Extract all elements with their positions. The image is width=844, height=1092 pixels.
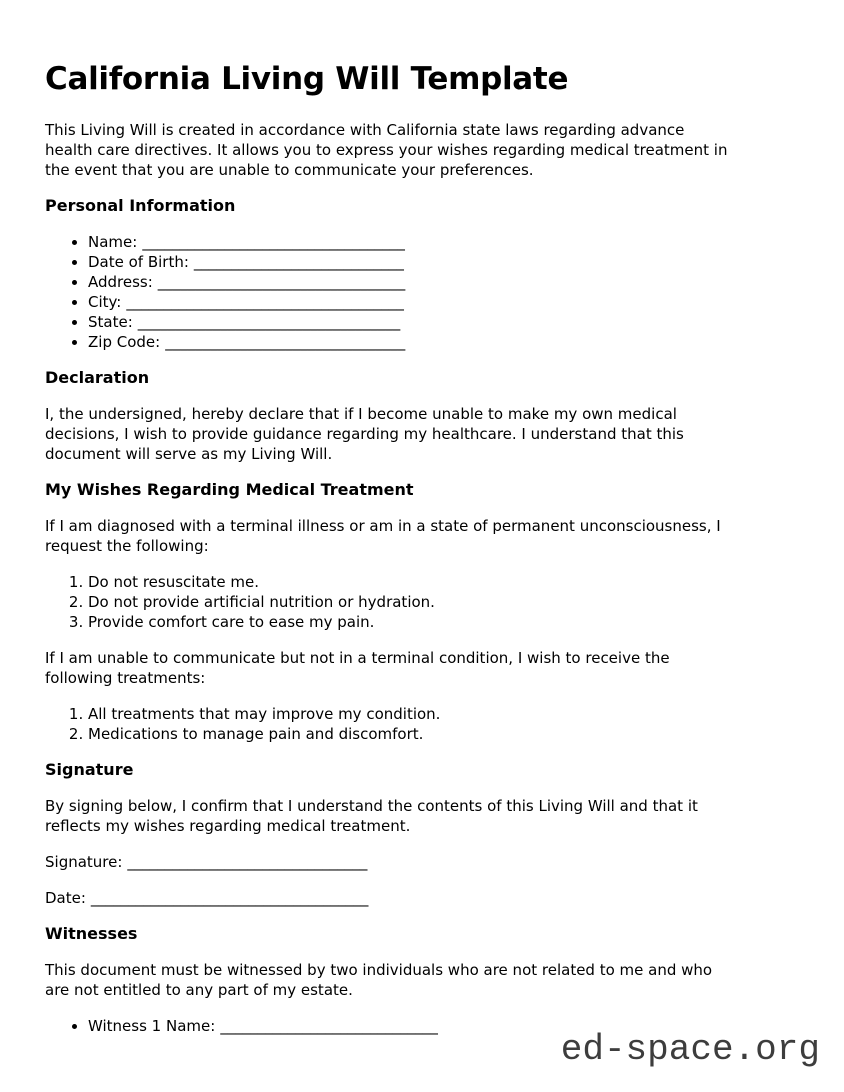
field-name <box>88 232 801 252</box>
section-heading-signature: Signature <box>45 760 134 779</box>
list-item: 2. Do not provide artificial nutrition or hydration. <box>88 592 801 612</box>
blank-line: ___________________________________ <box>137 313 401 331</box>
field-label: Witness 1 Name: <box>88 1017 216 1035</box>
field-label: Date of Birth: <box>88 253 189 271</box>
paragraph-line: By signing below, I confirm that I understand the contents of this Living Will and that it <box>45 797 698 815</box>
paragraph-line: reflects my wishes regarding medical treatment. <box>45 817 411 835</box>
field-label: Zip Code: <box>88 333 161 351</box>
date-field <box>45 888 801 908</box>
field-label: Signature: <box>45 853 123 871</box>
watermark: ed-space.org <box>560 1029 820 1070</box>
intro-paragraph <box>45 120 801 180</box>
field-label: Date: <box>45 889 86 907</box>
declaration-paragraph <box>45 404 801 464</box>
field-label: Address: <box>88 273 153 291</box>
field-date-of-birth <box>88 252 801 272</box>
signature-field <box>45 852 801 872</box>
blank-line: ________________________________ <box>165 333 406 351</box>
field-state <box>88 312 801 332</box>
paragraph-line: I, the undersigned, hereby declare that if I become unable to make my own medical <box>45 405 677 423</box>
paragraph-line: the event that you are unable to communicate your preferences. <box>45 161 534 179</box>
list-item: 3. Provide comfort care to ease my pain. <box>88 612 801 632</box>
blank-line: ________________________________ <box>127 853 368 871</box>
blank-line: ___________________________________ <box>142 233 405 251</box>
terminal-wishes-list <box>45 572 801 632</box>
terminal-wishes-paragraph <box>45 516 801 556</box>
list-item: 1. Do not resuscitate me. <box>88 572 801 592</box>
paragraph-line: If I am diagnosed with a terminal illness or am in a state of permanent unconsciousness, I <box>45 517 721 535</box>
field-address <box>88 272 801 292</box>
section-heading-wishes: My Wishes Regarding Medical Treatment <box>45 480 414 499</box>
document-content <box>45 60 801 1052</box>
section-heading-declaration: Declaration <box>45 368 150 387</box>
paragraph-line: following treatments: <box>45 669 206 687</box>
paragraph-line: health care directives. It allows you to express your wishes regarding medical treatment in <box>45 141 728 159</box>
blank-line: _________________________________ <box>157 273 406 291</box>
paragraph-line: This document must be witnessed by two individuals who are not related to me and who <box>45 961 713 979</box>
paragraph-line: are not entitled to any part of my estate. <box>45 981 353 999</box>
list-item: 1. All treatments that may improve my condition. <box>88 704 801 724</box>
document-title: California Living Will Template <box>45 61 569 97</box>
field-label: State: <box>88 313 133 331</box>
field-zip-code <box>88 332 801 352</box>
blank-line: _____________________________________ <box>126 293 404 311</box>
paragraph-line: This Living Will is created in accordance with California state laws regarding advance <box>45 121 685 139</box>
list-item: 2. Medications to manage pain and discomfort. <box>88 724 801 744</box>
paragraph-line: If I am unable to communicate but not in a terminal condition, I wish to receive the <box>45 649 670 667</box>
witnesses-paragraph <box>45 960 801 1000</box>
personal-information-list <box>45 232 801 352</box>
field-label: City: <box>88 293 122 311</box>
section-heading-personal-information: Personal Information <box>45 196 236 215</box>
paragraph-line: request the following: <box>45 537 209 555</box>
blank-line: _____________________________________ <box>90 889 369 907</box>
section-heading-witnesses: Witnesses <box>45 924 138 943</box>
blank-line: _____________________________ <box>220 1017 438 1035</box>
signature-paragraph <box>45 796 801 836</box>
non-terminal-wishes-list <box>45 704 801 744</box>
non-terminal-wishes-paragraph <box>45 648 801 688</box>
paragraph-line: decisions, I wish to provide guidance regarding my healthcare. I understand that this <box>45 425 684 443</box>
field-city <box>88 292 801 312</box>
blank-line: ____________________________ <box>193 253 404 271</box>
paragraph-line: document will serve as my Living Will. <box>45 445 333 463</box>
field-label: Name: <box>88 233 138 251</box>
